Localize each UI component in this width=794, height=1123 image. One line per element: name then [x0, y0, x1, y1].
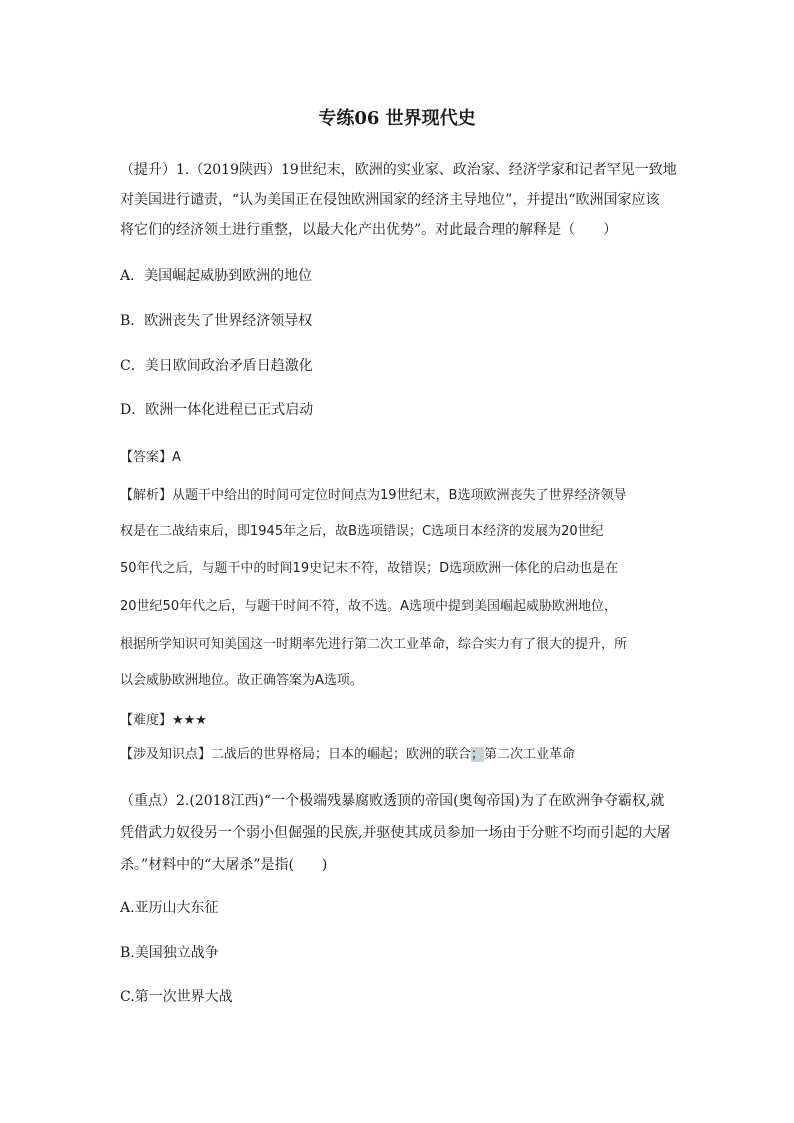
q1-stem-line-2: 对美国进行谴责，“认为美国正在侵蚀欧洲国家的经济主导地位”，并提出“欧洲国家应该: [120, 192, 660, 208]
q1-option-b: B．欧洲丧失了世界经济领导权: [120, 313, 313, 329]
q2-stem-line-1: （重点）2.(2018江西)“一个极端残暴腐败透顶的帝国(奥匈帝国)为了在欧洲争夺霸权,就: [120, 793, 665, 809]
q1-analysis-line-3: 50年代之后，与题干中的时间19史记末不符，故错误；D选项欧洲一体化的启动也是在: [120, 561, 619, 576]
q1-option-c: C．美日欧间政治矛盾日趋激化: [120, 358, 313, 374]
q2-option-c: C.第一次世界大战: [120, 989, 233, 1005]
q1-answer: 【答案】A: [120, 450, 181, 465]
q2-option-a: A.亚历山大东征: [120, 900, 219, 916]
q1-analysis-line-1: 【解析】从题干中给出的时间可定位时间点为19世纪末，B选项欧洲丧失了世界经济领导: [120, 488, 627, 503]
q1-stem-line-3: 将它们的经济领土进行重整，以最大化产出优势”。对此最合理的解释是（ ）: [120, 222, 618, 238]
q1-analysis-line-2: 权是在二战结束后，即1945年之后，故B选项错误；C选项日本经济的发展为20世纪: [120, 524, 604, 539]
highlight-mark: ；: [471, 747, 485, 762]
knowledge-text-a: 【涉及知识点】二战后的世界格局；日本的崛起；欧洲的联合: [120, 747, 472, 762]
q1-analysis-line-5: 根据所学知识可知美国这一时期率先进行第二次工业革命，综合实力有了很大的提升，所: [120, 637, 628, 652]
q1-analysis-line-4: 20世纪50年代之后，与题干时间不符，故不选。A选项中提到美国崛起威胁欧洲地位，: [120, 599, 617, 614]
page-title: 专练06 世界现代史: [318, 108, 476, 129]
q1-stem-line-1: （提升）1.（2019陕西）19世纪末，欧洲的实业家、政治家、经济学家和记者罕见一致地: [120, 162, 677, 178]
q1-option-d: D．欧洲一体化进程已正式启动: [120, 402, 314, 418]
q2-stem-line-3: 杀。”材料中的“大屠杀”是指( ): [120, 857, 328, 873]
q1-difficulty: 【难度】★★★: [120, 713, 207, 728]
knowledge-text-c: 第二次工业革命: [484, 747, 576, 762]
q1-knowledge-points: [120, 743, 575, 762]
q2-option-b: B.美国独立战争: [120, 945, 219, 961]
q1-analysis-line-6: 以会威胁欧洲地位。故正确答案为A选项。: [120, 673, 363, 688]
q2-stem-line-2: 凭借武力奴役另一个弱小但倔强的民族,并驱使其成员参加一场由于分赃不均而引起的大屠: [120, 825, 671, 841]
q1-option-a: A．美国崛起威胁到欧洲的地位: [120, 268, 313, 284]
